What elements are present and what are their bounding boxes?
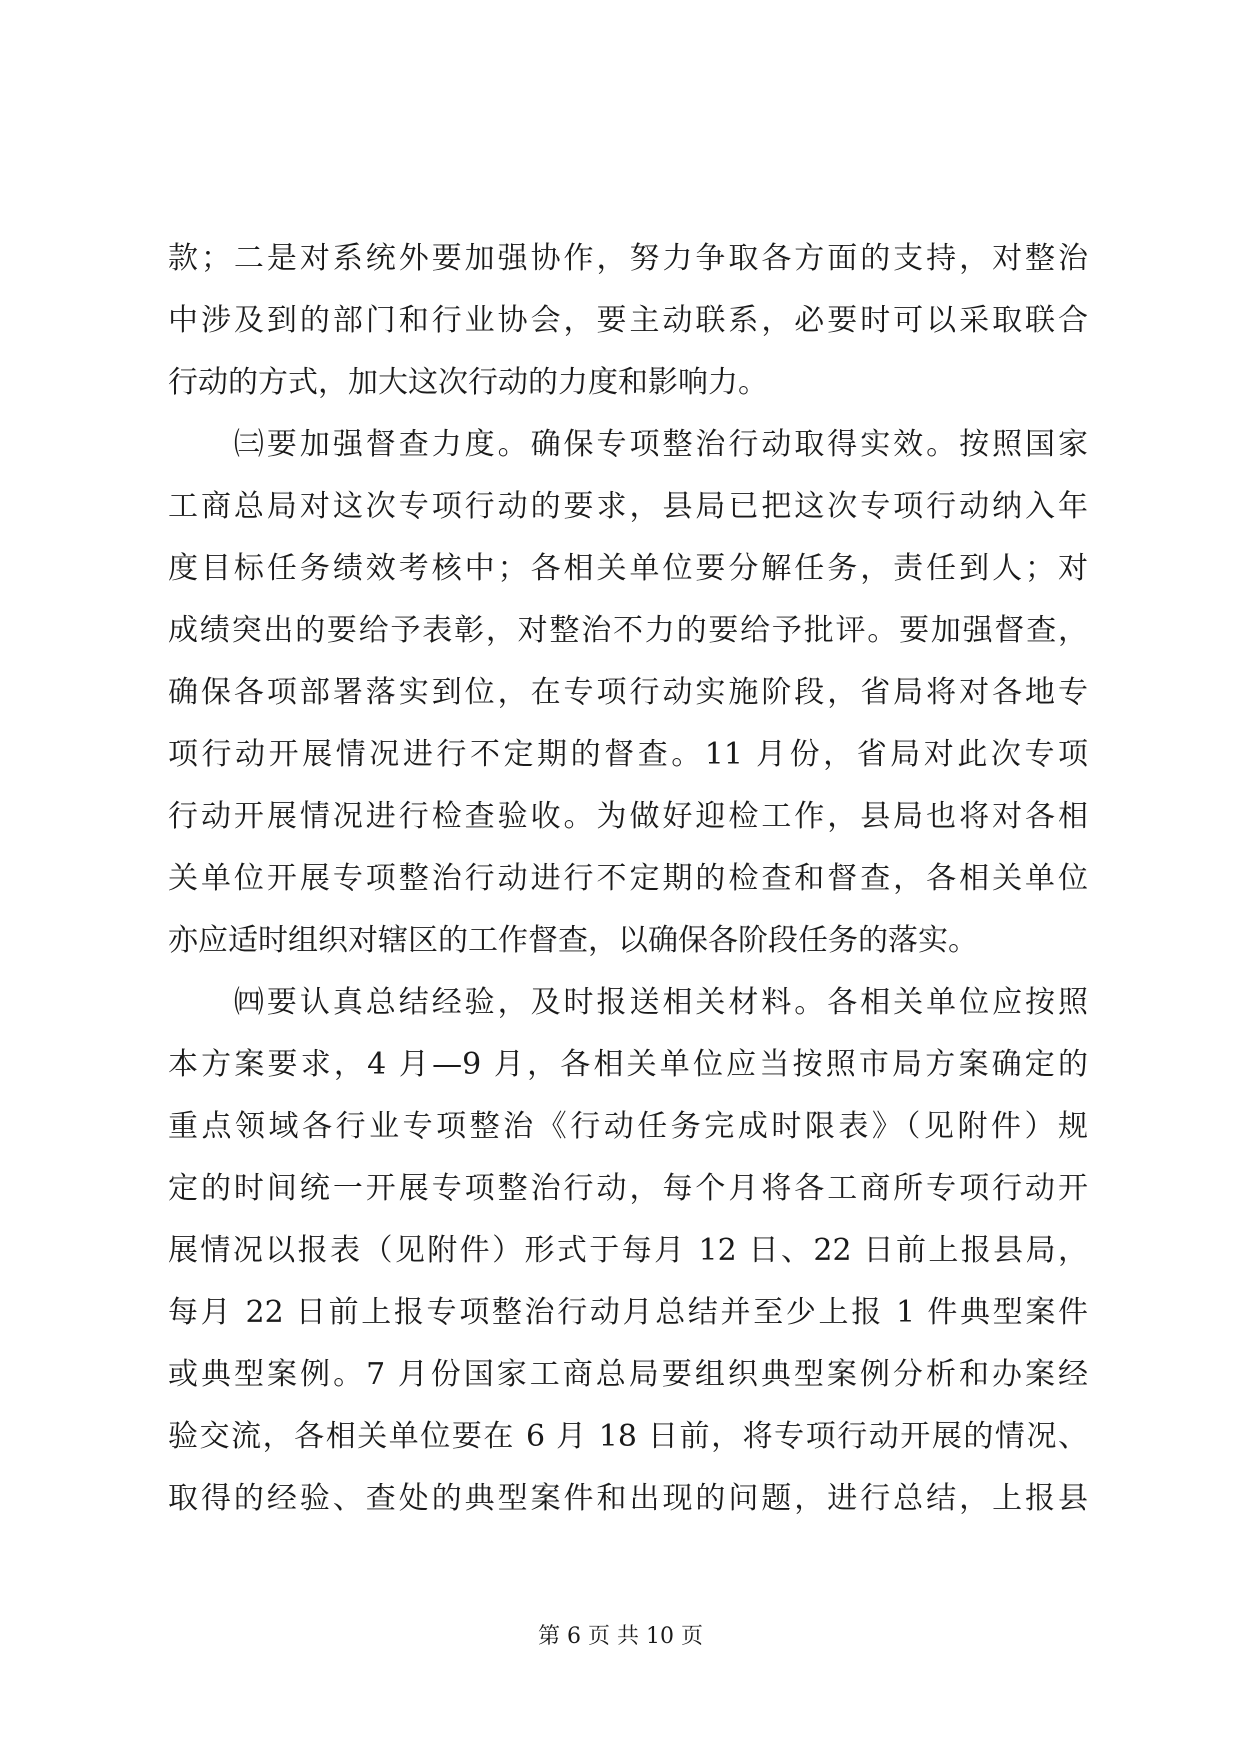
text-line: 款；二是对系统外要加强协作，努力争取各方面的支持，对整治 — [168, 241, 1088, 276]
text-line: 本方案要求，4 月—9 月，各相关单位应当按照市局方案确定的 — [168, 1047, 1088, 1082]
text-line: ㈣要认真总结经验，及时报送相关材料。各相关单位应按照 — [168, 985, 1088, 1020]
text-line: 展情况以报表（见附件）形式于每月 12 日、22 日前上报县局， — [168, 1233, 1088, 1268]
text-line: 工商总局对这次专项行动的要求，县局已把这次专项行动纳入年 — [168, 489, 1088, 524]
text-line: 行动开展情况进行检查验收。为做好迎检工作，县局也将对各相 — [168, 799, 1088, 834]
text-line: 亦应适时组织对辖区的工作督查，以确保各阶段任务的落实。 — [168, 923, 978, 958]
text-line: 成绩突出的要给予表彰，对整治不力的要给予批评。要加强督查， — [168, 613, 1088, 648]
text-line: 关单位开展专项整治行动进行不定期的检查和督查，各相关单位 — [168, 861, 1088, 896]
text-line: 行动的方式，加大这次行动的力度和影响力。 — [168, 365, 768, 400]
text-line: 项行动开展情况进行不定期的督查。11 月份，省局对此次专项 — [168, 737, 1088, 772]
text-line: 度目标任务绩效考核中；各相关单位要分解任务，责任到人；对 — [168, 551, 1088, 586]
text-line: ㈢要加强督查力度。确保专项整治行动取得实效。按照国家 — [168, 427, 1088, 462]
body-text — [168, 228, 1088, 1530]
text-line: 重点领域各行业专项整治《行动任务完成时限表》（见附件）规 — [168, 1109, 1088, 1144]
text-line: 中涉及到的部门和行业协会，要主动联系，必要时可以采取联合 — [168, 303, 1088, 338]
text-line: 确保各项部署落实到位，在专项行动实施阶段，省局将对各地专 — [168, 675, 1088, 710]
text-line: 验交流，各相关单位要在 6 月 18 日前，将专项行动开展的情况、 — [168, 1419, 1088, 1454]
text-line: 或典型案例。7 月份国家工商总局要组织典型案例分析和办案经 — [168, 1357, 1088, 1392]
text-line: 定的时间统一开展专项整治行动，每个月将各工商所专项行动开 — [168, 1171, 1088, 1206]
text-line: 每月 22 日前上报专项整治行动月总结并至少上报 1 件典型案件 — [168, 1295, 1088, 1330]
text-line: 取得的经验、查处的典型案件和出现的问题，进行总结，上报县 — [168, 1481, 1088, 1516]
page-footer: 第 6 页 共 10 页 — [538, 1624, 703, 1649]
